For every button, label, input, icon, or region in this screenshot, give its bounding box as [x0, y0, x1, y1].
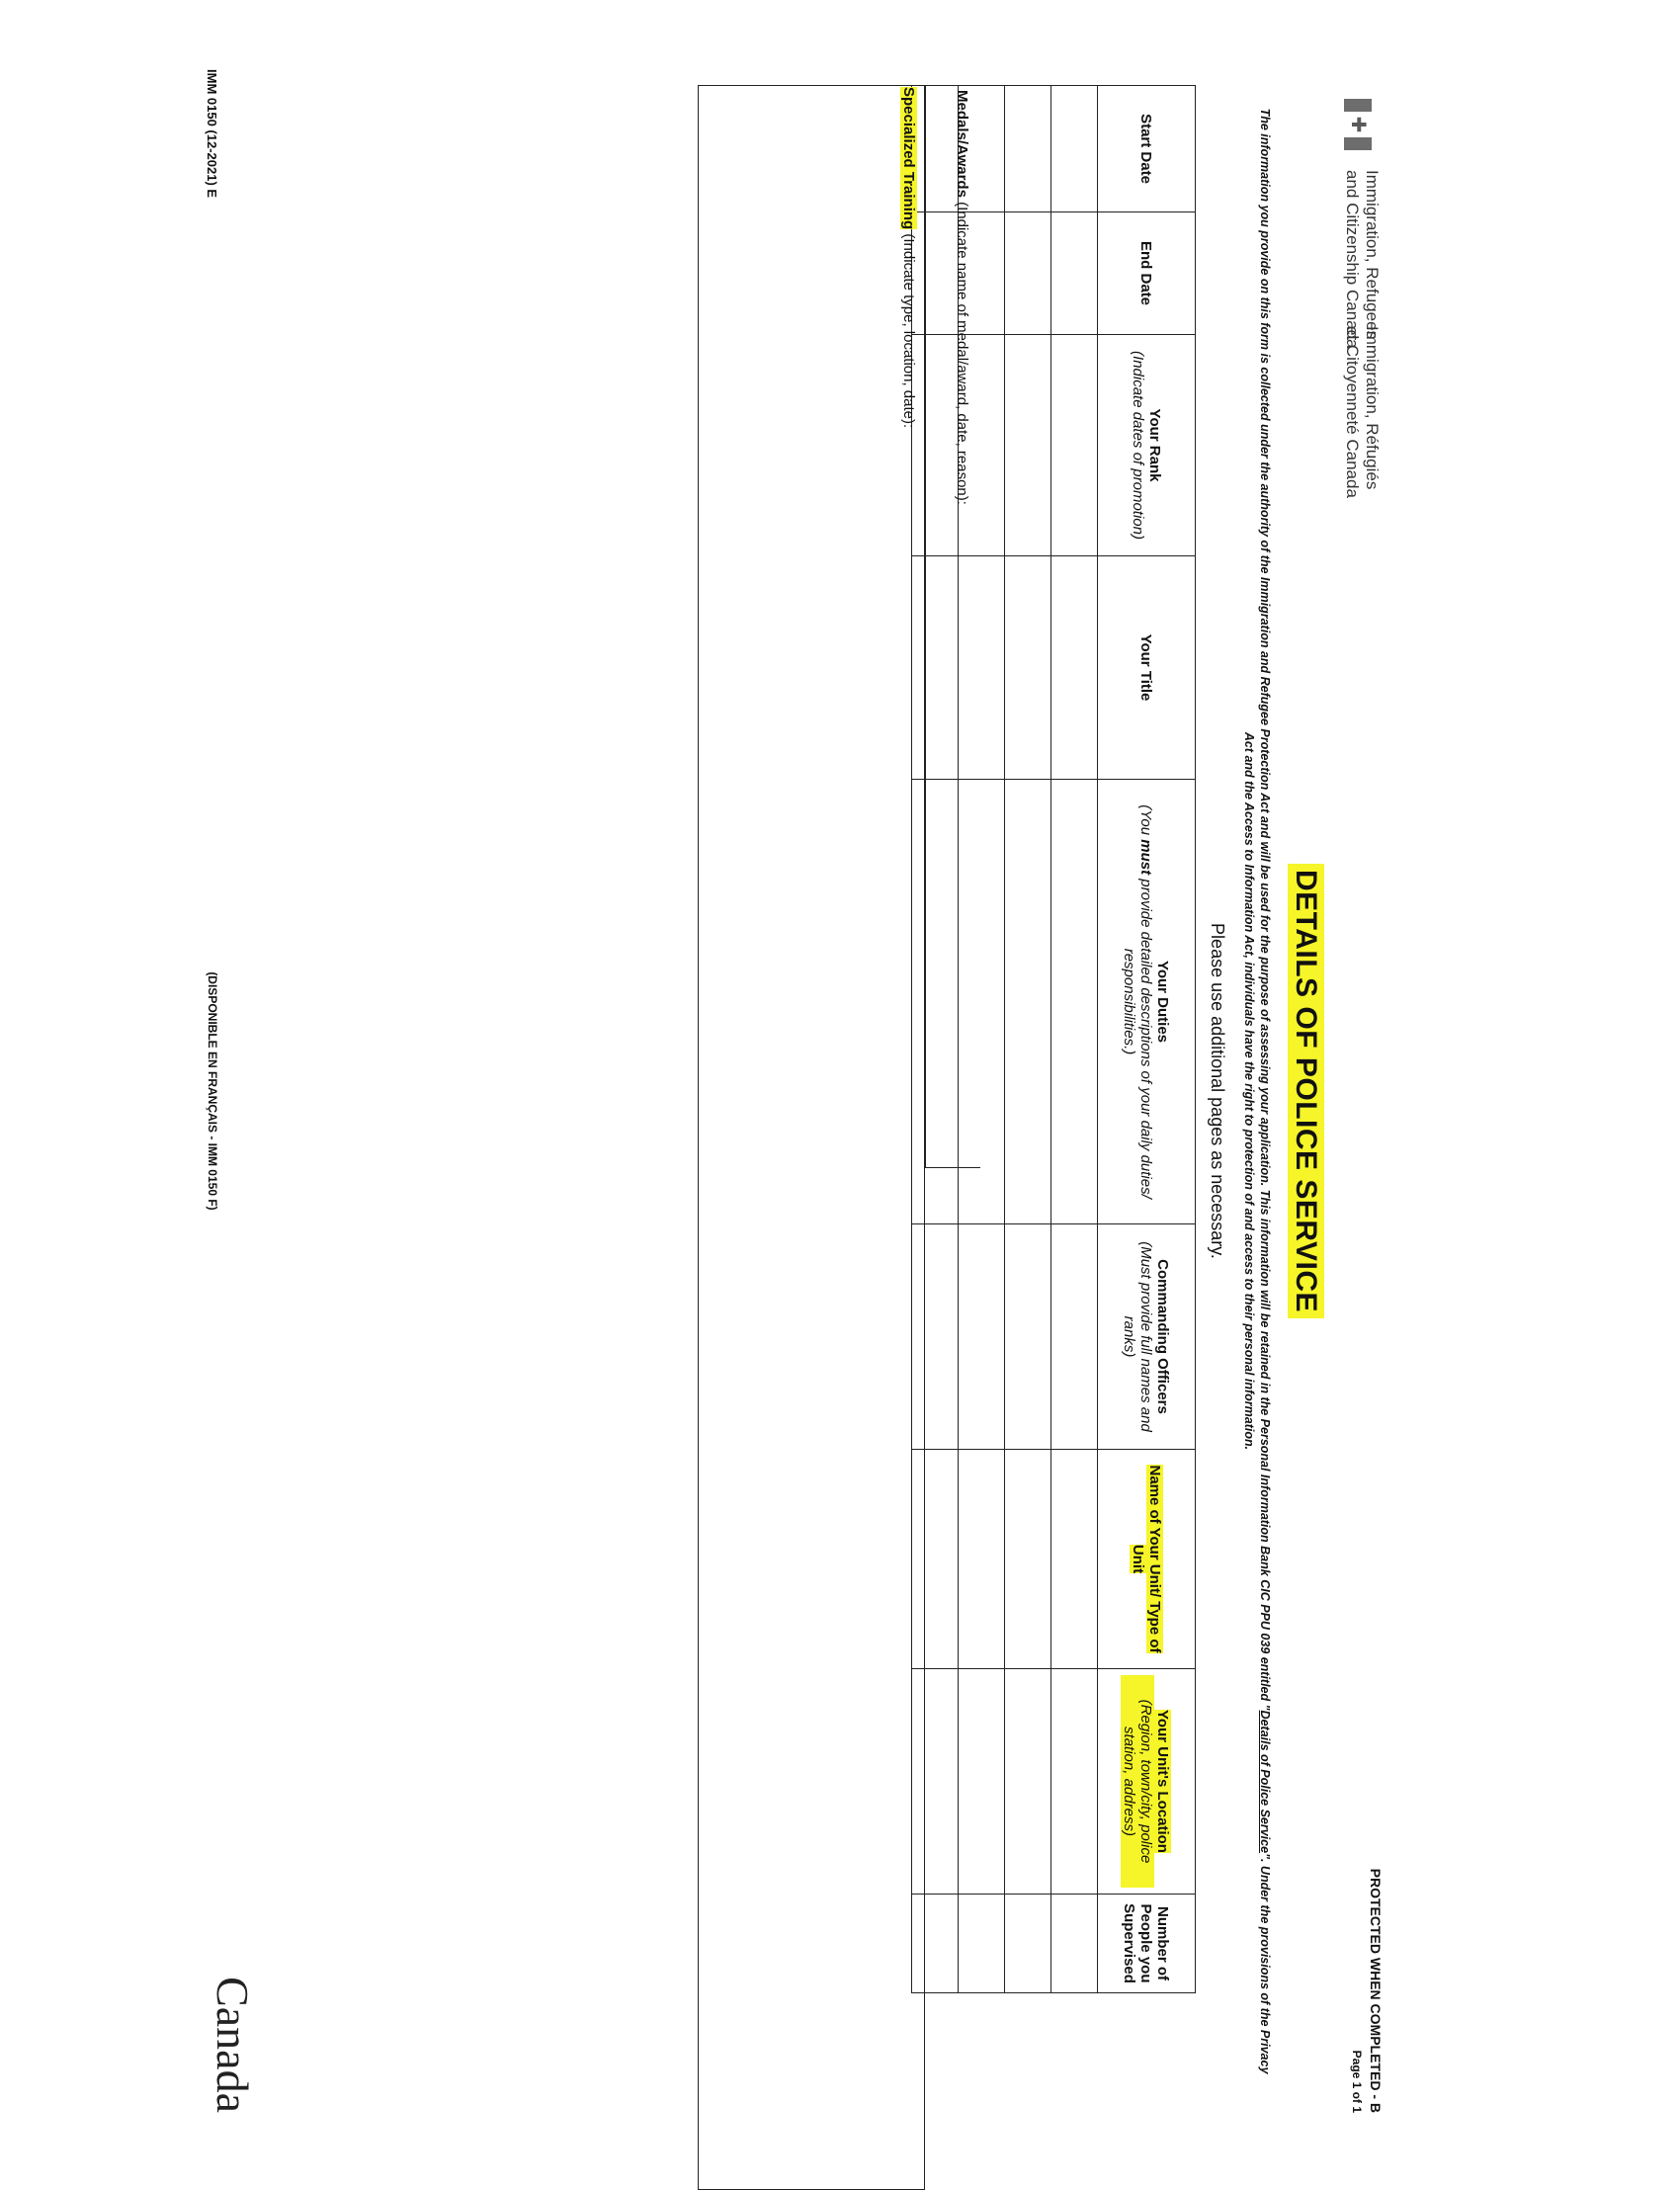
col-title: Number of People you Supervised: [1121, 1903, 1172, 1983]
cell-title[interactable]: [1051, 556, 1098, 780]
canada-wordmark: Canada: [208, 1977, 258, 2113]
medals-label: Medals/Awards: [954, 90, 970, 198]
table-header-row: [1098, 86, 1196, 1993]
col-title: Your Unit's Location: [1154, 1710, 1172, 1853]
medals-hint: (Indicate name of medal/award, date, reason):: [954, 197, 970, 505]
medals-awards-field[interactable]: [925, 85, 980, 1168]
cell-unit-name[interactable]: [1051, 1450, 1098, 1669]
page-title-wrap: [1289, 0, 1322, 2182]
cell-unit-location[interactable]: [1051, 1669, 1098, 1895]
privacy-text-2: ". Under the provisions of the Privacy Act and the Access to Information Act, individuals have the right to protection of and access to their personal information.: [1242, 731, 1272, 2074]
col-title: Commanding Officers: [1154, 1259, 1172, 1414]
duties-sub-lead: (You: [1137, 804, 1155, 840]
cell-people-supervised[interactable]: [1005, 1895, 1051, 1993]
privacy-notice: [1241, 99, 1273, 2083]
col-subtitle: (Indicate dates of promotion): [1130, 351, 1146, 540]
page-title: DETAILS OF POLICE SERVICE: [1288, 864, 1324, 1318]
col-title: Start Date: [1137, 114, 1155, 184]
col-title: Your Duties: [1154, 960, 1172, 1044]
training-label: Specialized Training: [900, 87, 917, 230]
col-people-supervised: [1098, 1895, 1196, 1993]
cell-unit-name[interactable]: [1005, 1450, 1051, 1669]
cell-start-date[interactable]: [1005, 86, 1051, 212]
cell-end-date[interactable]: [1005, 212, 1051, 335]
page-number: Page 1 of 1: [1350, 2050, 1364, 2113]
duties-sub-tail: provide detailed descriptions of your daily duties/ responsibilities.): [1121, 875, 1155, 1199]
col-subtitle: (Must provide full names and ranks): [1121, 1241, 1155, 1432]
col-unit-location: [1098, 1669, 1196, 1895]
col-title: Your Rank: [1146, 408, 1163, 482]
cell-unit-name[interactable]: [959, 1450, 1005, 1669]
col-title: Name of Your Unit/ Type of Unit: [1130, 1465, 1163, 1653]
table-row: [1005, 86, 1051, 1993]
specialized-training-field[interactable]: [698, 85, 925, 2190]
cell-commanding-officers[interactable]: [1005, 1224, 1051, 1450]
cell-commanding-officers[interactable]: [1051, 1224, 1098, 1450]
col-subtitle: (Region, town/city, police station, address): [1122, 1675, 1155, 1888]
duties-sub-must: must: [1137, 839, 1155, 876]
cell-people-supervised[interactable]: [1051, 1895, 1098, 1993]
cell-duties[interactable]: [1051, 780, 1098, 1224]
col-end-date: [1098, 212, 1196, 335]
form-code: IMM 0150 (12-2021) E: [205, 69, 219, 199]
protected-label: PROTECTED WHEN COMPLETED - B: [1368, 1868, 1384, 2113]
col-title: Your Title: [1137, 633, 1155, 702]
department-name-fr: [1342, 326, 1382, 498]
col-your-rank: [1098, 335, 1196, 556]
canada-flag-icon: ✚: [1344, 99, 1372, 150]
cell-duties[interactable]: [1005, 780, 1051, 1224]
cell-unit-location[interactable]: [959, 1669, 1005, 1895]
dept-fr-line2: et Citoyenneté Canada: [1343, 326, 1362, 498]
additional-pages-note: Please use additional pages as necessary.: [1208, 923, 1227, 1259]
col-unit-name: [1098, 1450, 1196, 1669]
department-name-en: [1342, 170, 1382, 349]
cell-commanding-officers[interactable]: [959, 1224, 1005, 1450]
cell-title[interactable]: [1005, 556, 1051, 780]
col-title: End Date: [1137, 240, 1155, 305]
privacy-bank-name: Details of Police Service: [1258, 1710, 1272, 1854]
col-subtitle: [1122, 786, 1155, 1218]
training-hint: (Indicate type, location, date):: [900, 229, 917, 429]
cell-people-supervised[interactable]: [959, 1895, 1005, 1993]
cell-start-date[interactable]: [1051, 86, 1098, 212]
cell-rank[interactable]: [1005, 335, 1051, 556]
dept-fr-line1: Immigration, Réfugiés: [1363, 326, 1382, 490]
training-caption: [900, 87, 917, 428]
col-start-date: [1098, 86, 1196, 212]
dept-en-line2: and Citizenship Canada: [1343, 170, 1362, 349]
cell-end-date[interactable]: [1051, 212, 1098, 335]
cell-unit-location[interactable]: [1005, 1669, 1051, 1895]
col-your-duties: [1098, 780, 1196, 1224]
privacy-text-1: The information you provide on this form is collected under the authority of the Immigration and Refugee Protection Act and will be used for the purpose of assessing your application. This information will be retained in the Personal Information Bank CIC PPU 039 entitled ": [1258, 108, 1272, 1711]
table-row: [1051, 86, 1098, 1993]
col-your-title: [1098, 556, 1196, 780]
col-commanding-officers: [1098, 1224, 1196, 1450]
cell-rank[interactable]: [1051, 335, 1098, 556]
dept-en-line1: Immigration, Refugees: [1363, 170, 1382, 340]
french-availability-note: (DISPONIBLE EN FRANÇAIS - IMM 0150 F): [206, 971, 219, 1211]
